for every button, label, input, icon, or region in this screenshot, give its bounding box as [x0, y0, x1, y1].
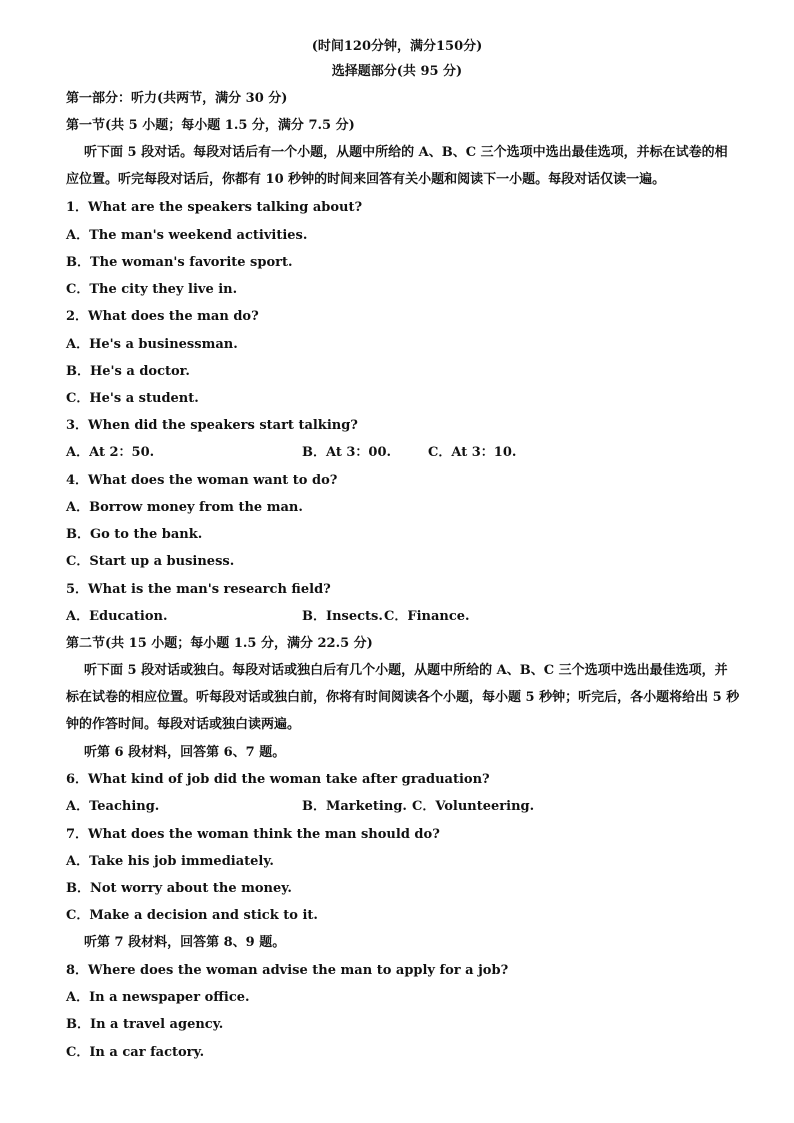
question-1-option-b: B．The woman's favorite sport. — [66, 255, 293, 270]
question-1-stem: 1．What are the speakers talking about? — [66, 200, 363, 215]
question-7-option-a: A．Take his job immediately. — [66, 854, 274, 869]
section2-title: 第二节(共 15 小题；每小题 1.5 分，满分 22.5 分) — [66, 636, 373, 651]
question-7-stem: 7．What does the woman think the man should do? — [66, 827, 440, 842]
question-5-option-c: C．Finance. — [384, 609, 470, 624]
part1-title: 第一部分：听力(共两节，满分 30 分) — [66, 91, 288, 106]
question-3-option-c: C．At 3：10. — [428, 445, 517, 460]
question-5-option-a: A．Education. — [66, 609, 168, 624]
question-5-stem: 5．What is the man's research field? — [66, 582, 331, 597]
question-2-stem: 2．What does the man do? — [66, 309, 259, 324]
question-6-option-c: C．Volunteering. — [412, 799, 535, 814]
question-2-option-b: B．He's a doctor. — [66, 364, 190, 379]
question-1-option-c: C．The city they live in. — [66, 282, 238, 297]
question-8-stem: 8．Where does the woman advise the man to apply for a job? — [66, 963, 509, 978]
part-title: 选择题部分(共 95 分) — [331, 64, 463, 79]
question-6-option-a: A．Teaching. — [66, 799, 160, 814]
question-7-option-b: B．Not worry about the money. — [66, 881, 292, 896]
material-6-instruction: 听第 6 段材料，回答第 6、7 题。 — [84, 745, 286, 760]
section1-title: 第一节(共 5 小题；每小题 1.5 分，满分 7.5 分) — [66, 118, 355, 133]
question-4-stem: 4．What does the woman want to do? — [66, 473, 338, 488]
question-8-option-b: B．In a travel agency. — [66, 1017, 224, 1032]
question-2-option-c: C．He's a student. — [66, 391, 199, 406]
question-7-option-c: C．Make a decision and stick to it. — [66, 908, 318, 923]
question-2-option-a: A．He's a businessman. — [66, 337, 238, 352]
question-3-stem: 3．When did the speakers start talking? — [66, 418, 358, 433]
question-3-option-a: A．At 2：50. — [66, 445, 155, 460]
question-8-option-a: A．In a newspaper office. — [66, 990, 250, 1005]
question-8-option-c: C．In a car factory. — [66, 1045, 205, 1060]
question-5-option-b: B．Insects. — [302, 609, 383, 624]
question-1-option-a: A．The man's weekend activities. — [66, 228, 308, 243]
question-6-stem: 6．What kind of job did the woman take after graduation? — [66, 772, 490, 787]
question-4-option-b: B．Go to the bank. — [66, 527, 203, 542]
section2-instructions-3: 钟的作答时间。每段对话或独白读两遍。 — [66, 717, 301, 732]
question-3-option-b: B．At 3：00. — [302, 445, 392, 460]
section1-instructions-2: 应位置。听完每段对话后，你都有 10 秒钟的时间来回答有关小题和阅读下一小题。每段对话仅读一遍。 — [66, 172, 666, 187]
section2-instructions-2: 标在试卷的相应位置。听每段对话或独白前，你将有时间阅读各个小题，每小题 5 秒钟；听完后，各小题将给出 5 秒 — [66, 690, 740, 705]
question-4-option-c: C．Start up a business. — [66, 554, 235, 569]
time-score-line: (时间120分钟，满分150分) — [311, 39, 483, 54]
question-4-option-a: A．Borrow money from the man. — [66, 500, 303, 515]
section2-instructions-1: 听下面 5 段对话或独白。每段对话或独白后有几个小题，从题中所给的 A、B、C 三个选项中选出最佳选项，并 — [84, 663, 728, 678]
question-6-option-b: B．Marketing. — [302, 799, 407, 814]
section1-instructions-1: 听下面 5 段对话。每段对话后有一个小题，从题中所给的 A、B、C 三个选项中选出最佳选项，并标在试卷的相 — [84, 145, 728, 160]
material-7-instruction: 听第 7 段材料，回答第 8、9 题。 — [84, 935, 286, 950]
